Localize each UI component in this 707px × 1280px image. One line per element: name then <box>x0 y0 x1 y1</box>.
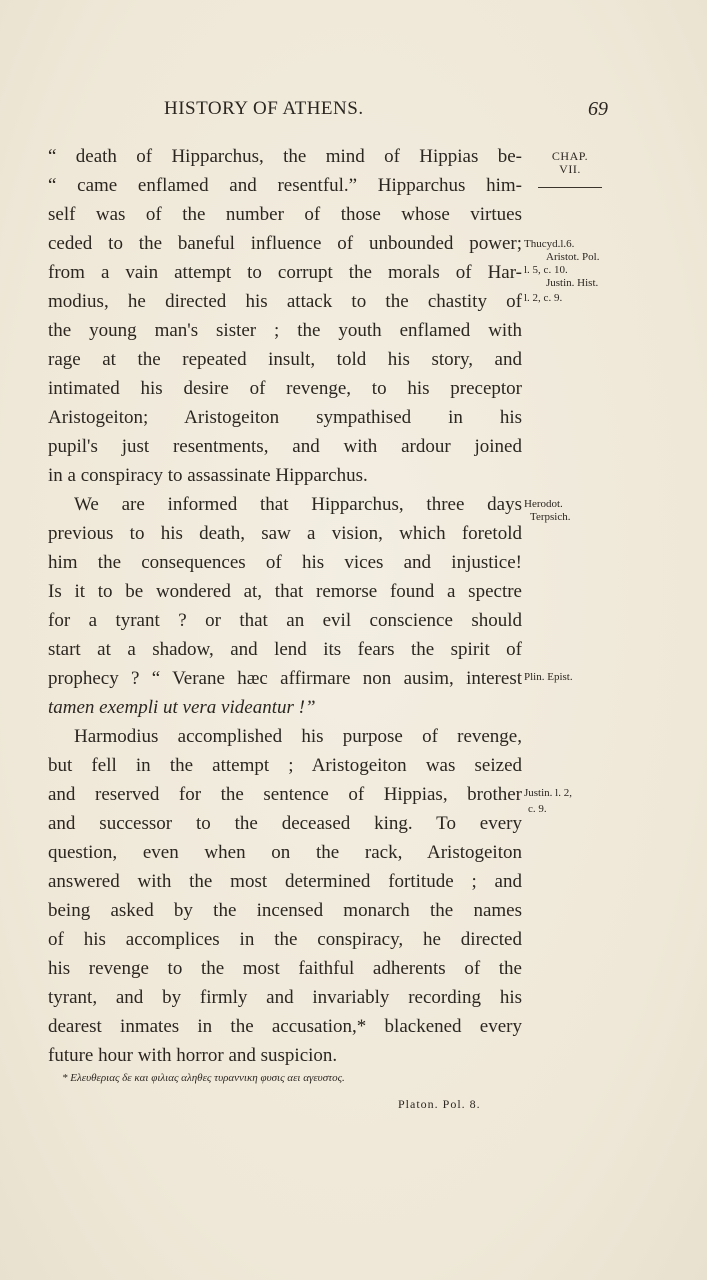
text-line: from a vain attempt to corrupt the morals of Har- <box>48 262 522 283</box>
text-line: “ came enflamed and resentful.” Hipparchus him- <box>48 175 522 196</box>
margin-note: Aristot. Pol. <box>546 251 600 263</box>
chapter-number: VII. <box>559 162 581 176</box>
margin-note: Justin. l. 2, <box>524 787 572 799</box>
page-number: 69 <box>588 98 608 120</box>
text-line: “ death of Hipparchus, the mind of Hippias be- <box>48 146 522 167</box>
text-line: answered with the most determined fortitude ; and <box>48 871 522 892</box>
text-line: pupil's just resentments, and with ardour joined <box>48 436 522 457</box>
text-line: being asked by the incensed monarch the names <box>48 900 522 921</box>
text-line: him the consequences of his vices and injustice! <box>48 552 522 573</box>
page-header <box>48 98 608 122</box>
text-line: Is it to be wondered at, that remorse found a spectre <box>48 581 522 602</box>
chapter-rule <box>538 187 602 188</box>
text-line: modius, he directed his attack to the chastity of <box>48 291 522 312</box>
text-line: self was of the number of those whose virtues <box>48 204 522 225</box>
running-title: HISTORY OF ATHENS. <box>164 98 364 119</box>
text-line: of his accomplices in the conspiracy, he directed <box>48 929 522 950</box>
text-line: and reserved for the sentence of Hippias, brother <box>48 784 522 805</box>
margin-note: l. 2, c. 9. <box>524 292 563 304</box>
margin-note: c. 9. <box>528 803 547 815</box>
text-line: and successor to the deceased king. To every <box>48 813 522 834</box>
text-line: intimated his desire of revenge, to his preceptor <box>48 378 522 399</box>
text-line: start at a shadow, and lend its fears the spirit of <box>48 639 522 660</box>
text-line: dearest inmates in the accusation,* blackened every <box>48 1016 522 1037</box>
text-line: rage at the repeated insult, told his story, and <box>48 349 522 370</box>
body-text <box>48 142 522 1070</box>
text-line: question, even when on the rack, Aristogeiton <box>48 842 522 863</box>
margin-note: Thucyd.l.6. <box>524 238 575 250</box>
text-line: the young man's sister ; the youth enflamed with <box>48 320 522 341</box>
text-line: tyrant, and by firmly and invariably recording his <box>48 987 522 1008</box>
text-line: ceded to the baneful influence of unbounded power; <box>48 233 522 254</box>
text-line: tamen exempli ut vera videantur !” <box>48 697 316 718</box>
text-line: for a tyrant ? or that an evil conscience should <box>48 610 522 631</box>
text-line: prophecy ? “ Verane hæc affirmare non ausim, interest <box>48 668 522 689</box>
text-line: previous to his death, saw a vision, which foretold <box>48 523 522 544</box>
margin-note: Herodot. <box>524 498 563 510</box>
text-line: his revenge to the most faithful adherents of the <box>48 958 522 979</box>
text-line: future hour with horror and suspicion. <box>48 1045 338 1066</box>
margin-note: Justin. Hist. <box>546 277 599 289</box>
footnote-source: Platon. Pol. 8. <box>398 1097 481 1111</box>
text-line: Aristogeiton; Aristogeiton sympathised in his <box>48 407 522 428</box>
footnote-text: * Ελευθεριας δε και φιλιας αληθες τυραννικη φυσις αει αγευστος. <box>62 1072 345 1084</box>
text-line: Harmodius accomplished his purpose of revenge, <box>74 726 522 747</box>
margin-note: l. 5, c. 10. <box>524 264 568 276</box>
chapter-label: CHAP. <box>551 149 589 163</box>
text-line: in a conspiracy to assassinate Hipparchus. <box>48 465 368 486</box>
margin-note: Plin. Epist. <box>524 671 573 683</box>
chapter-marker <box>538 150 602 176</box>
margin-note: Terpsich. <box>530 511 571 523</box>
text-line: We are informed that Hipparchus, three days <box>74 494 522 515</box>
text-line: but fell in the attempt ; Aristogeiton was seized <box>48 755 522 776</box>
